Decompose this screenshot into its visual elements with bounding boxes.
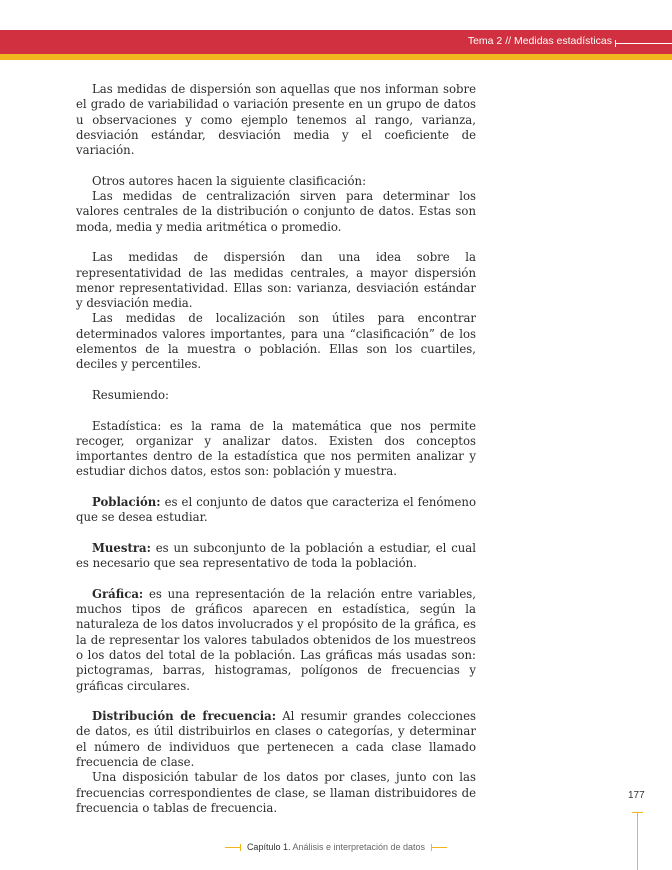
paragraph: Resumiendo: <box>92 387 169 402</box>
term-grafica: Gráfica: <box>92 586 144 601</box>
definition-distribucion <box>76 709 476 770</box>
paragraph: Estadística: es la rama de la matemática que nos permite recoger, organizar y analizar datos. Existen dos conceptos importantes dentro de la estadística que nos permiten analizar y estudiar dichos datos, estos son: población y muestra. <box>76 418 476 479</box>
paragraph: Las medidas de centralización sirven para determinar los valores centrales de la distribución o conjunto de datos. Estas son moda, media y media aritmética o promedio. <box>76 189 476 234</box>
header-rule <box>616 43 672 44</box>
definition-muestra <box>76 541 476 572</box>
definition-text: es un subconjunto de la población a estudiar, el cual es necesario que sea representativo de toda la población. <box>76 540 476 571</box>
paragraph: Las medidas de localización son útiles para encontrar determinados valores importantes, para una “clasificación” de los elementos de la muestra o población. Ellas son los cuartiles, deciles y percentiles. <box>76 311 476 372</box>
paragraph: Una disposición tabular de los datos por clases, junto con las frecuencias correspondientes de clase, se llaman distribuidores de frecuencia o tablas de frecuencia. <box>76 770 476 815</box>
term-distribucion: Distribución de frecuencia: <box>92 709 277 724</box>
page-body <box>76 82 476 816</box>
definition-poblacion <box>76 495 476 526</box>
term-muestra: Muestra: <box>92 540 151 555</box>
footer-title: Análisis e interpretación de datos <box>290 842 426 852</box>
definition-text: es el conjunto de datos que caracteriza el fenómeno que se desea estudiar. <box>76 495 476 525</box>
header-accent-stripe <box>0 54 672 60</box>
footer-rule-right <box>431 847 447 848</box>
running-footer <box>0 842 672 852</box>
page-number: 177 <box>628 790 645 801</box>
definition-text: Al resumir grandes colecciones de datos, es útil distribuirlos en clases o categorías, y determinar el número de individuos que pertenecen a cada clase llamado frecuencia de clase. <box>76 709 476 770</box>
footer-rule-left <box>225 847 241 848</box>
paragraph: Otros autores hacen la siguiente clasificación: <box>92 173 367 188</box>
paragraph: Las medidas de dispersión dan una idea sobre la representatividad de las medidas centrales, a mayor dispersión menor representatividad. Ellas son: varianza, desviación estándar y desviación media. <box>76 250 476 311</box>
running-header: Tema 2 // Medidas estadísticas <box>467 35 612 47</box>
paragraph: Las medidas de dispersión son aquellas que nos informan sobre el grado de variabilidad o variación presente en un grupo de datos u observaciones y como ejemplo tenemos al rango, varianza, desviación estándar, desviación media y el coeficiente de variación. <box>76 82 476 158</box>
footer-chapter: Capítulo 1. <box>246 842 291 852</box>
term-poblacion: Población: <box>92 495 161 510</box>
definition-text: es una representación de la relación entre variables, muchos tipos de gráficos aparecen en estadística, según la naturaleza de los datos involucrados y el propósito de la gráfica, es la de representar los valores tabulados obtenidos de los muestreos o los datos del total de la población. Las gráficas más usadas son: pictogramas, barras, histogramas, polígonos de frecuencias y gráficas circulares. <box>76 586 476 693</box>
definition-grafica <box>76 587 476 694</box>
